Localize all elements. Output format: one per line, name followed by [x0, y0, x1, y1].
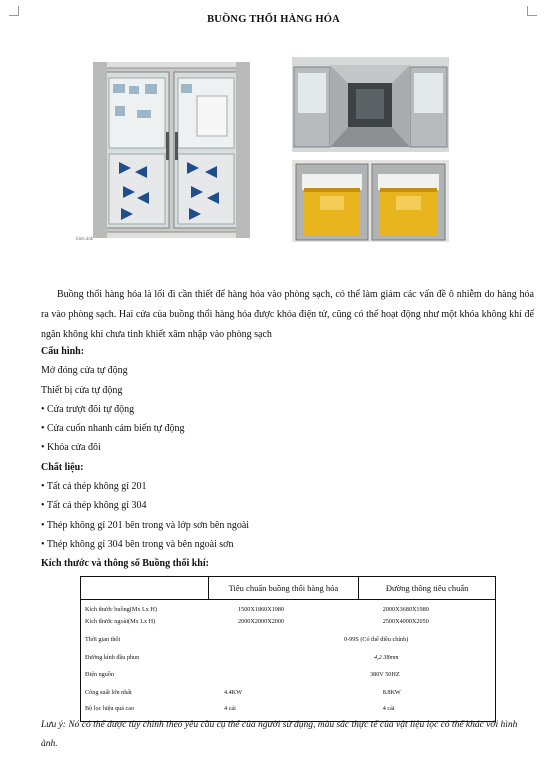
table-cell-label: Công suất lớn nhất	[85, 688, 132, 696]
intro-paragraph: Buồng thổi hàng hóa là lối đi cần thiết để hàng hóa vào phòng sạch, có thể làm giảm các vấn đề ô nhiễm do hàng hóa ra vào phòng sạch. Hai cửa của buồng thổi hàng hóa được khóa điện tử, cũng có thể hoạt động như một khóa không khí để ngăn không khí chưa tinh khiết xâm nhập vào phòng sạch	[41, 289, 534, 340]
table-header-blank	[81, 577, 209, 600]
table-cell: 4 cái	[224, 705, 236, 713]
table-cell: 4,2 38mm	[374, 653, 399, 661]
config-line: Thiết bị cửa tự động	[41, 384, 123, 396]
table-cell: 1500X1860X1980	[238, 606, 285, 613]
spec-heading: Kích thước và thông số Buồng thổi khí:	[41, 558, 209, 570]
table-row	[81, 613, 496, 630]
table-cell-label: Kích thước ngoài(Mx Lx H)	[85, 618, 156, 625]
table-row	[81, 666, 496, 683]
table-row	[81, 600, 496, 614]
table-cell: 0-99S (Có thể điều chỉnh)	[344, 635, 409, 643]
product-photo-double-door	[93, 62, 250, 238]
table-header-standard: Tiêu chuẩn buồng thổi hàng hóa	[208, 577, 359, 600]
table-cell: 4.4KW	[224, 688, 243, 696]
config-heading: Cấu hình:	[41, 346, 85, 357]
table-cell: 2000X3680X1980	[382, 606, 429, 613]
page-title: BUỒNG THỔI HÀNG HÓA	[207, 14, 340, 25]
note-paragraph: Lưu ý: Nó có thể được tùy chỉnh theo yêu cầu cụ thể của người sử dụng, màu sắc thực tế của vật liệu lọc có thể khác với hình ảnh.	[41, 720, 518, 749]
table-cell-label: Thời gian thổi	[85, 635, 121, 643]
table-cell: 2500X4000X2050	[382, 618, 429, 625]
material-line: • Tất cả thép không gỉ 201	[41, 481, 147, 493]
config-line: • Cửa cuốn nhanh cảm biến tự động	[41, 423, 185, 435]
table-cell-label: Điện nguồn	[85, 671, 115, 678]
table-cell-label: Bộ lọc hiệu quả cao	[85, 705, 135, 713]
table-cell-label: Kích thước buồng(Mx Lx H)	[85, 606, 157, 613]
table-header-row	[81, 577, 496, 600]
config-line: • Cửa trượt đôi tự động	[41, 403, 135, 415]
table-cell: 2000X2000X2000	[238, 618, 285, 625]
table-header-tunnel: Đường thông tiêu chuẩn	[359, 577, 496, 600]
material-line: • Thép không gỉ 304 bên trong và bên ngoài sơn	[41, 538, 234, 550]
material-heading: Chất liệu:	[41, 461, 84, 473]
table-cell-label: Đường kính đầu phun	[85, 653, 140, 661]
spec-table	[80, 576, 496, 722]
table-row	[81, 683, 496, 701]
table-row	[81, 630, 496, 648]
table-cell: 8.8KW	[382, 688, 401, 696]
config-line: • Khóa cửa đôi	[41, 442, 101, 454]
photo-caption: hình ảnh	[76, 237, 94, 242]
product-photo-tunnel	[292, 57, 449, 152]
config-section	[41, 342, 536, 574]
table-row	[81, 648, 496, 666]
material-line: • Tất cả thép không gỉ 304	[41, 500, 147, 512]
table-cell: 4 cái	[382, 705, 395, 713]
material-line: • Thép không gỉ 201 bên trong và lớp sơn bên ngoài	[41, 519, 250, 531]
product-photo-roller-door	[292, 160, 449, 242]
table-cell: 380V 50HZ	[370, 671, 400, 678]
config-line: Mở đóng cửa tự động	[41, 365, 128, 377]
